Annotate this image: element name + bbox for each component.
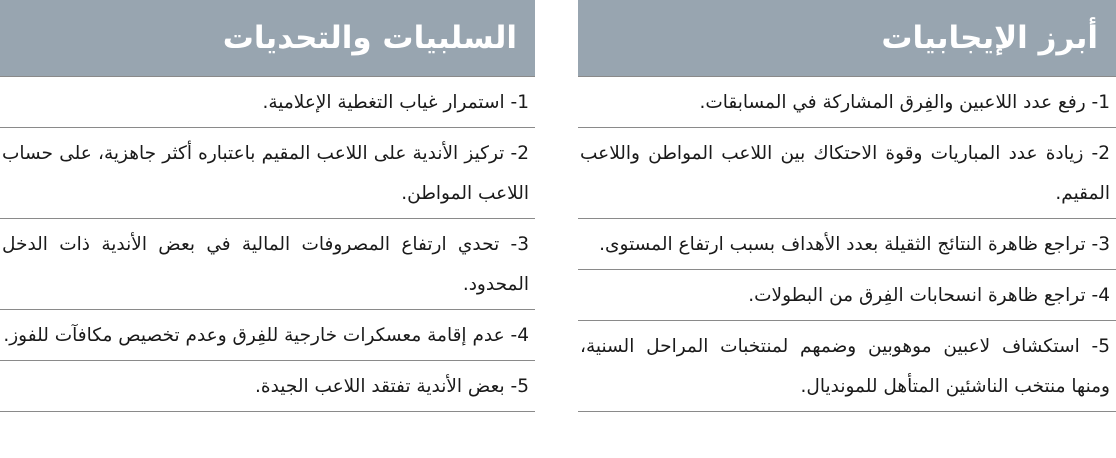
negative-item-1: 1- استمرار غياب التغطية الإعلامية. [0,76,535,128]
positives-header: أبرز الإيجابيات [578,0,1116,76]
positive-item-2: 2- زيادة عدد المباريات وقوة الاحتكاك بين اللاعب المواطن واللاعب المقيم. [578,128,1116,219]
negatives-header: السلبيات والتحديات [0,0,535,76]
positive-item-3: 3- تراجع ظاهرة النتائج الثقيلة بعدد الأهداف بسبب ارتفاع المستوى. [578,219,1116,270]
negative-item-2: 2- تركيز الأندية على اللاعب المقيم باعتباره أكثر جاهزية، على حساب اللاعب المواطن. [0,128,535,219]
positive-item-1: 1- رفع عدد اللاعبين والفِرق المشاركة في المسابقات. [578,76,1116,128]
negatives-list [0,76,535,412]
positive-item-5: 5- استكشاف لاعبين موهوبين وضمهم لمنتخبات المراحل السنية، ومنها منتخب الناشئين المتأهل للمونديال. [578,321,1116,412]
positives-list [578,76,1116,412]
positives-column [578,0,1116,458]
negative-item-4: 4- عدم إقامة معسكرات خارجية للفِرق وعدم تخصيص مكافآت للفوز. [0,310,535,361]
positive-item-4: 4- تراجع ظاهرة انسحابات الفِرق من البطولات. [578,270,1116,321]
negative-item-5: 5- بعض الأندية تفتقد اللاعب الجيدة. [0,361,535,412]
negatives-column [0,0,535,458]
negative-item-3: 3- تحدي ارتفاع المصروفات المالية في بعض الأندية ذات الدخل المحدود. [0,219,535,310]
